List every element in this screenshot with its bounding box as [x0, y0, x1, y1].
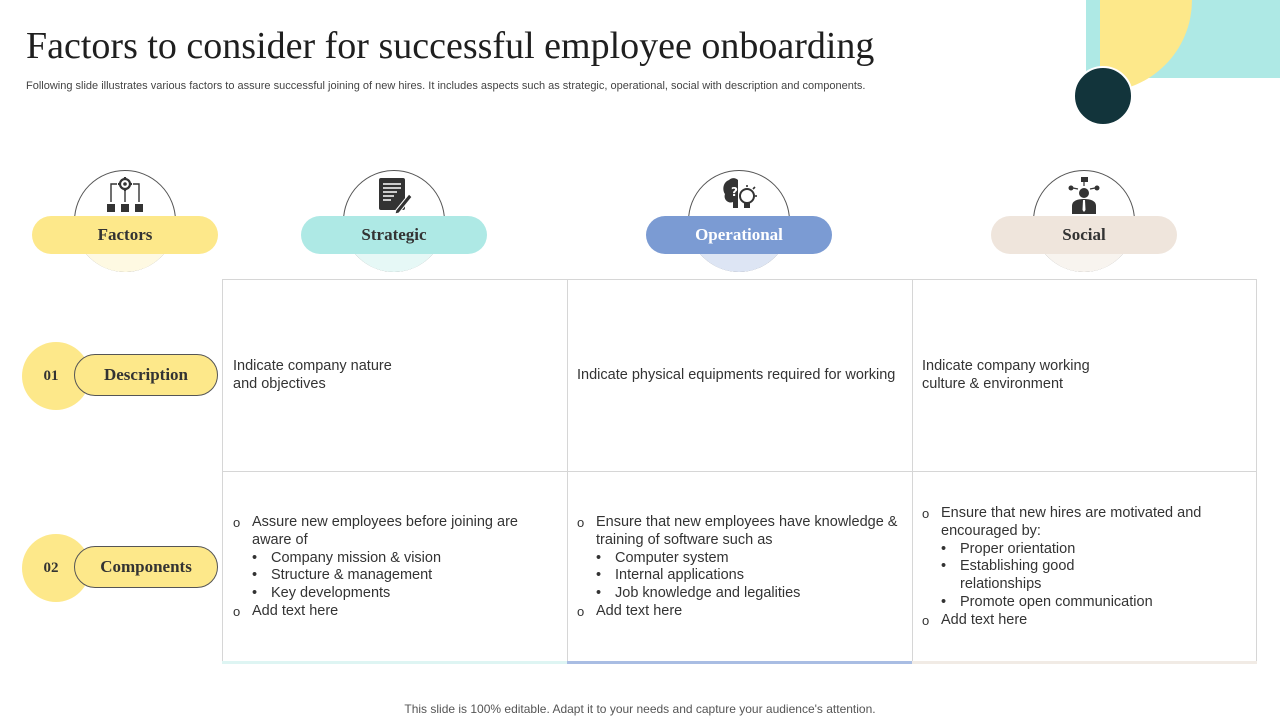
- components-strategic: [233, 514, 533, 621]
- list-item: o Add text here: [233, 603, 533, 621]
- list-item: • Computer system: [596, 550, 907, 568]
- dark-circle-shape: [1073, 66, 1133, 126]
- person-network-icon: [1066, 176, 1102, 214]
- list-item: • Promote open communication: [941, 594, 1212, 612]
- list-item: o Ensure that new hires are motivated and encouraged by: • Proper orientation • Establishing good relationships • Promote open communication: [922, 505, 1212, 612]
- row-label-pill: Description: [74, 354, 218, 396]
- description-operational: Indicate physical equipments required for working: [577, 367, 896, 383]
- list-item: o Add text here: [577, 603, 907, 621]
- header-social-pill: Social: [991, 216, 1177, 254]
- list-item: • Job knowledge and legalities: [596, 585, 907, 603]
- header-factors: [32, 170, 218, 276]
- list-item: o Assure new employees before joining are aware of • Company mission & vision • Structure & management • Key developments: [233, 514, 533, 603]
- brain-lightbulb-icon: [721, 176, 757, 214]
- list-item: • Key developments: [252, 585, 533, 603]
- hierarchy-gear-icon: [107, 176, 143, 214]
- page-title: Factors to consider for successful employee onboarding: [26, 25, 875, 67]
- document-pen-icon: [376, 176, 412, 214]
- list-item: o Add text here: [922, 612, 1212, 630]
- svg-text:?: ?: [731, 185, 738, 199]
- list-item: • Proper orientation: [941, 541, 1212, 559]
- row-label-components: [22, 534, 222, 602]
- row-label-description: [22, 342, 222, 410]
- list-item: • Establishing good relationships: [941, 558, 1080, 594]
- description-social: Indicate company working culture & environment: [922, 358, 1090, 392]
- header-strategic: [301, 170, 487, 276]
- list-item: • Structure & management: [252, 567, 533, 585]
- header-social: [991, 170, 1177, 276]
- description-strategic: Indicate company nature and objectives: [233, 358, 392, 392]
- row-label-pill: Components: [74, 546, 218, 588]
- row-number-badge: 02: [22, 534, 90, 602]
- header-operational: [646, 170, 832, 276]
- list-item: o Ensure that new employees have knowledge & training of software such as • Computer system • Internal applications • Job knowledge and legalities: [577, 514, 907, 603]
- header-strategic-pill: Strategic: [301, 216, 487, 254]
- list-item: • Company mission & vision: [252, 550, 533, 568]
- header-factors-pill: Factors: [32, 216, 218, 254]
- components-social: [922, 505, 1212, 630]
- footer-note: This slide is 100% editable. Adapt it to your needs and capture your audience's attention.: [404, 702, 876, 716]
- page-subtitle: Following slide illustrates various factors to assure successful joining of new hires. It includes aspects such as strategic, operational, social with description and components.: [26, 80, 866, 92]
- components-operational: [577, 514, 907, 621]
- row-number-badge: 01: [22, 342, 90, 410]
- header-operational-pill: Operational: [646, 216, 832, 254]
- list-item: • Internal applications: [596, 567, 907, 585]
